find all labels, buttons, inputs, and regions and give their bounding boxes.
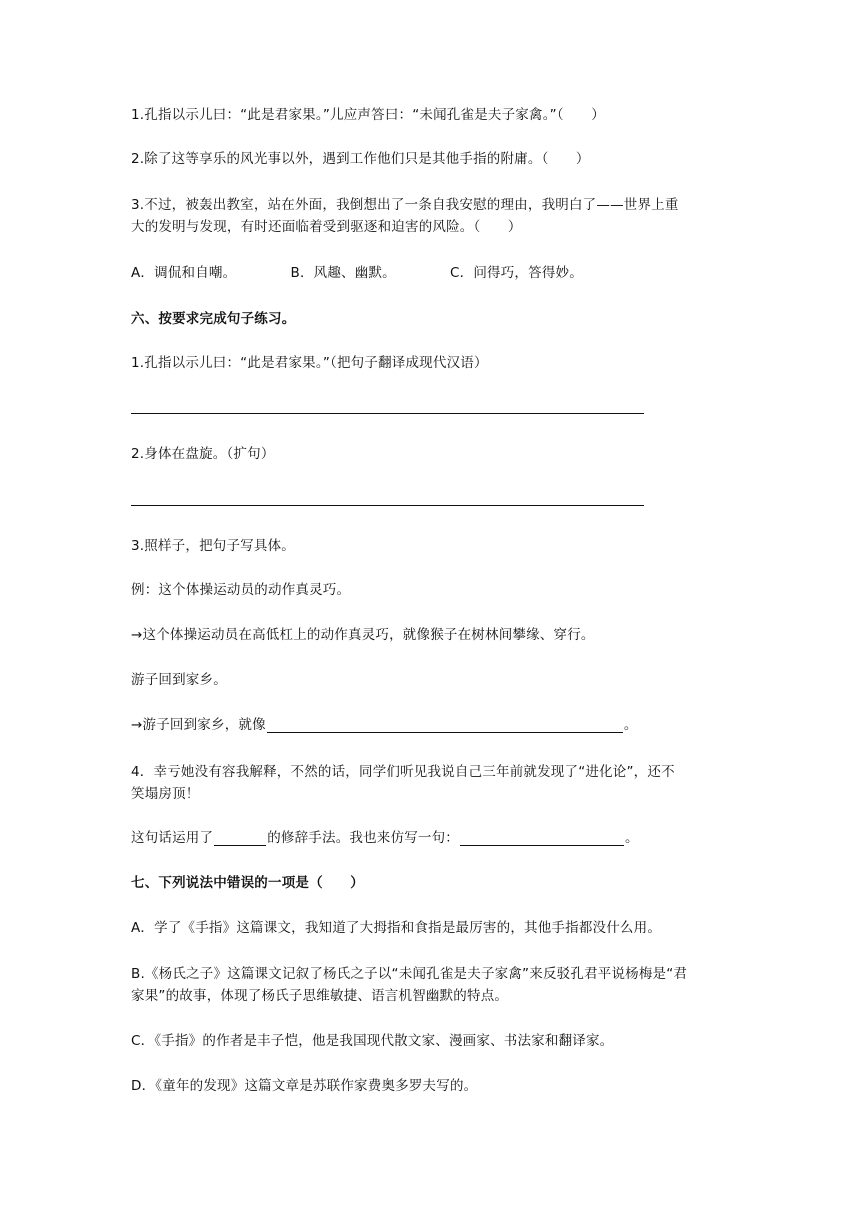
prompt-answer-prefix: →游子回到家乡，就像 xyxy=(131,717,266,733)
q6-prompt: 游子回到家乡。 xyxy=(131,672,227,688)
q6-prompt-answer xyxy=(131,717,638,733)
q6-item1-answer-line[interactable] xyxy=(131,413,644,414)
q7-heading: 七、下列说法中错误的一项是（ ） xyxy=(131,875,364,891)
prompt-answer-suffix: 。 xyxy=(623,717,638,733)
q6-heading: 六、按要求完成句子练习。 xyxy=(131,311,296,327)
fill-prefix: 这句话运用了 xyxy=(131,830,214,846)
imitation-blank[interactable] xyxy=(460,831,624,846)
q5-option-a[interactable]: A．调侃和自嘲。 xyxy=(131,265,237,281)
q6-item4-fill xyxy=(131,830,639,846)
q5-item3-line2: 大的发明与发现，有时还面临着受到驱逐和迫害的风险。（ ） xyxy=(131,219,522,235)
rhetoric-blank[interactable] xyxy=(214,831,266,846)
q7-option-a[interactable]: A．学了《手指》这篇课文，我知道了大拇指和食指是最厉害的，其他手指都没什么用。 xyxy=(131,920,662,936)
q6-item4-line2: 笑塌房顶！ xyxy=(131,786,200,802)
q5-item2: 2.除了这等享乐的风光事以外，遇到工作他们只是其他手指的附庸。（ ） xyxy=(131,151,590,167)
q5-option-b[interactable]: B．风趣、幽默。 xyxy=(290,265,396,281)
prompt-answer-blank[interactable] xyxy=(267,718,623,733)
q6-item1: 1.孔指以示儿曰：“此是君家果。”（把句子翻译成现代汉语） xyxy=(131,355,488,371)
q7-option-b-line2[interactable]: 家果”的故事，体现了杨氏子思维敏捷、语言机智幽默的特点。 xyxy=(131,988,509,1004)
fill-suffix: 。 xyxy=(625,830,639,846)
q5-item1: 1.孔指以示儿曰：“此是君家果。”儿应声答曰：“未闻孔雀是夫子家禽。”（ ） xyxy=(131,107,605,123)
q5-item3-line1: 3.不过，被轰出教室，站在外面，我倒想出了一条自我安慰的理由，我明白了——世界上重 xyxy=(131,197,679,213)
q6-item2: 2.身体在盘旋。（扩句） xyxy=(131,446,275,462)
q6-item4-line1: 4．幸亏她没有容我解释，不然的话，同学们听见我说自己三年前就发现了“进化论”，还不 xyxy=(131,764,675,780)
q6-example-answer: →这个体操运动员在高低杠上的动作真灵巧，就像猴子在树林间攀缘、穿行。 xyxy=(131,627,595,643)
q7-option-b-line1[interactable]: B.《杨氏之子》这篇课文记叙了杨氏之子以“未闻孔雀是夫子家禽”来反驳孔君平说杨梅是“君 xyxy=(131,966,688,982)
q5-options xyxy=(131,265,583,281)
q7-option-d[interactable]: D．《童年的发现》这篇文章是苏联作家费奥多罗夫写的。 xyxy=(131,1078,478,1094)
q5-option-c[interactable]: C．问得巧，答得妙。 xyxy=(450,265,583,281)
fill-middle: 的修辞手法。我也来仿写一句： xyxy=(267,830,460,846)
q6-example: 例：这个体操运动员的动作真灵巧。 xyxy=(131,582,351,598)
q7-option-c[interactable]: C．《手指》的作者是丰子恺，他是我国现代散文家、漫画家、书法家和翻译家。 xyxy=(131,1033,614,1049)
q6-item3: 3.照样子，把句子写具体。 xyxy=(131,538,295,554)
q6-item2-answer-line[interactable] xyxy=(131,505,644,506)
